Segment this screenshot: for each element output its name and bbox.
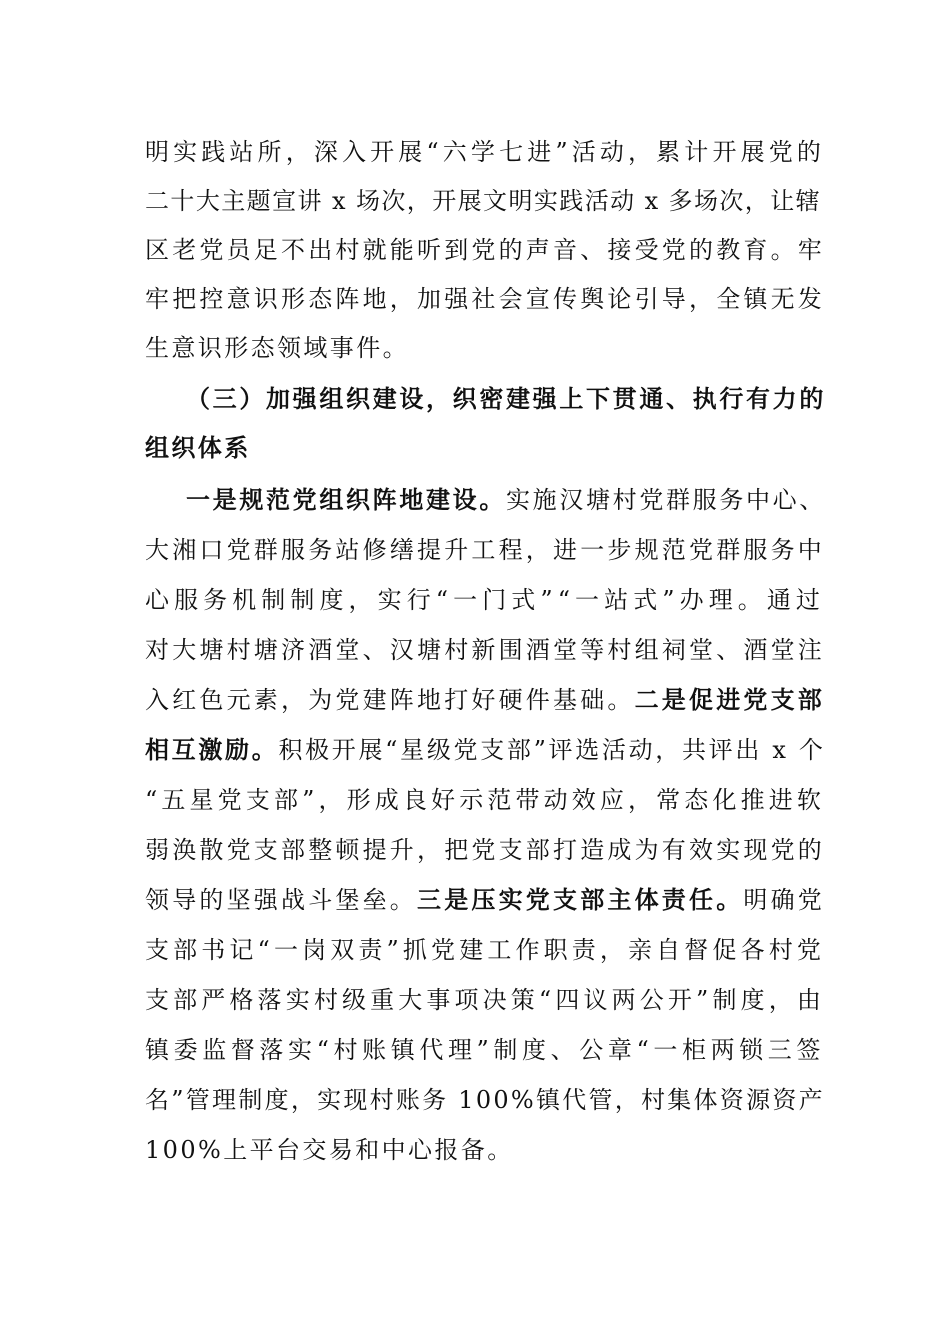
text-run: 支部严格落实村级重大事项决策“四议两公开”制度，由 (145, 986, 825, 1014)
text-line-10 (145, 585, 825, 615)
text-run: 对大塘村塘济酒堂、汉塘村新围酒堂等村组祠堂、酒堂注 (145, 636, 825, 664)
text-run: 积极开展“星级党支部”评选活动，共评出 x 个 (278, 736, 826, 764)
text-line-3 (145, 235, 825, 265)
text-line-2 (145, 186, 825, 216)
text-line-8 (186, 485, 826, 515)
text-line-15 (145, 835, 825, 865)
text-run: 镇委监督落实“村账镇代理”制度、公章“一柜两锁三签 (145, 1036, 825, 1064)
text-run: 入红色元素，为党建阵地打好硬件基础。 (145, 686, 635, 714)
text-line-4 (145, 284, 825, 314)
text-run: “五星党支部”，形成良好示范带动效应，常态化推进软 (145, 786, 825, 814)
text-run: 100%上平台交易和中心报备。 (145, 1136, 514, 1164)
text-run: 心服务机制制度，实行“一门式”“一站式”办理。通过 (145, 586, 825, 614)
text-run: 支部书记“一岗双责”抓党建工作职责，亲自督促各村党 (145, 936, 825, 964)
text-line-11 (145, 635, 825, 665)
heading-text: 组织体系 (145, 433, 251, 462)
section-heading-continued (145, 433, 825, 463)
text-line-19 (145, 1035, 825, 1065)
text-run: 明实践站所，深入开展“六学七进”活动，累计开展党的 (145, 138, 825, 166)
text-run: 名”管理制度，实现村账务 100%镇代管，村集体资源资产 (145, 1086, 825, 1114)
text-line-14 (145, 785, 825, 815)
text-line-1 (145, 137, 825, 167)
text-line-13 (145, 735, 825, 765)
bold-lead: 三是压实党支部主体责任。 (417, 885, 744, 914)
text-run: 牢把控意识形态阵地，加强社会宣传舆论引导，全镇无发 (145, 285, 825, 313)
text-run: 实施汉塘村党群服务中心、 (506, 486, 826, 514)
text-line-12 (145, 685, 825, 715)
bold-lead: 一是规范党组织阵地建设。 (186, 485, 506, 514)
section-heading (186, 384, 826, 414)
bold-lead: 二是促进党支部 (634, 685, 825, 714)
text-line-20 (145, 1085, 825, 1115)
text-run: 领导的坚强战斗堡垒。 (145, 886, 417, 914)
bold-lead: 相互激励。 (145, 735, 279, 764)
text-run: 大湘口党群服务站修缮提升工程，进一步规范党群服务中 (145, 536, 825, 564)
text-line-21 (145, 1135, 825, 1165)
text-run: 区老党员足不出村就能听到党的声音、接受党的教育。牢 (145, 236, 825, 264)
text-run: 生意识形态领域事件。 (145, 334, 409, 362)
heading-text: （三）加强组织建设，织密建强上下贯通、执行有力的 (186, 384, 826, 413)
text-run: 明确党 (743, 886, 826, 914)
text-run: 二十大主题宣讲 x 场次，开展文明实践活动 x 多场次，让辖 (145, 187, 822, 215)
text-run: 弱涣散党支部整顿提升，把党支部打造成为有效实现党的 (145, 836, 825, 864)
text-line-18 (145, 985, 825, 1015)
text-line-16 (145, 885, 825, 915)
text-line-5 (145, 333, 825, 363)
text-line-17 (145, 935, 825, 965)
text-line-9 (145, 535, 825, 565)
